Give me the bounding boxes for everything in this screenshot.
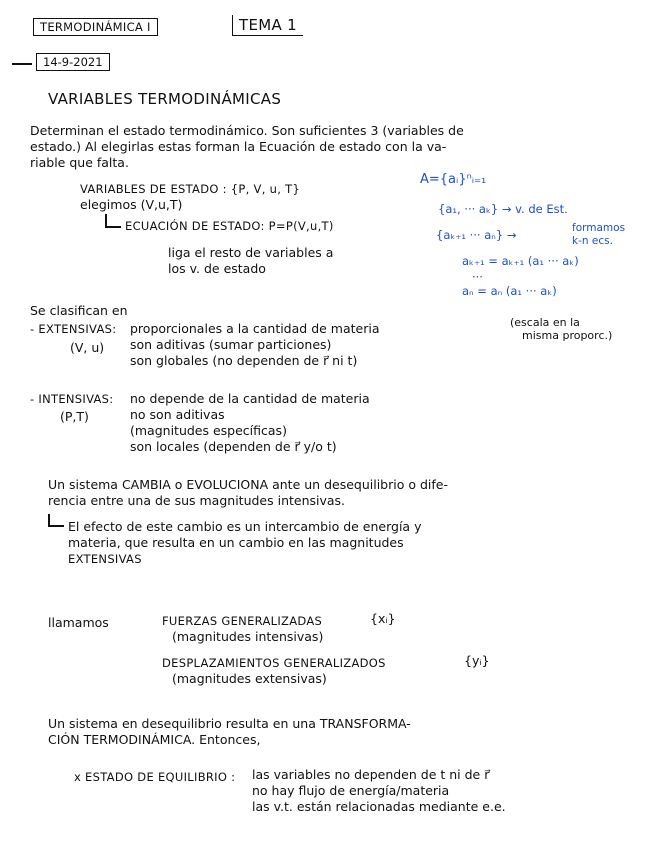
equilibrium-line-1: las variables no dependen de t ni de r⃗ — [252, 767, 490, 782]
topic-title: TEMA 1 — [232, 15, 303, 36]
section-title: VARIABLES TERMODINÁMICAS — [48, 90, 282, 108]
transformation-line-1: Un sistema en desequilibrio resulta en una TRANSFORMA- — [48, 716, 411, 731]
arrow-hook — [105, 226, 121, 228]
intro-line-1: Determinan el estado termodinámico. Son suficientes 3 (variables de — [30, 123, 464, 138]
classify-heading: Se clasifican en — [30, 303, 128, 318]
effect-line-1: El efecto de este cambio es un intercambio de energía y — [68, 519, 422, 534]
extensive-aside-1: (escala en la — [510, 316, 580, 329]
links-line-2: los v. de estado — [168, 261, 266, 276]
intensive-line-2: no son aditivas — [130, 407, 225, 422]
extensive-aside-2: misma proporc.) — [522, 329, 613, 342]
intro-line-3: riable que falta. — [30, 155, 129, 170]
extensive-line-3: son globales (no dependen de r⃗ ni t) — [130, 353, 358, 368]
displacements-sub: (magnitudes extensivas) — [172, 671, 327, 686]
equation-dots: ··· — [472, 270, 483, 284]
intensive-vars: (P,T) — [60, 409, 89, 424]
llamamos-label: llamamos — [48, 615, 109, 630]
intensive-line-1: no depende de la cantidad de materia — [130, 391, 370, 406]
intensive-line-3: (magnitudes específicas) — [130, 423, 287, 438]
extensive-vars: (V, u) — [70, 340, 105, 355]
chosen-variables-line: elegimos (V,u,T) — [80, 197, 183, 212]
equilibrium-line-2: no hay flujo de energía/materia — [252, 783, 450, 798]
equation-last: aₙ = aₙ (a₁ ··· aₖ) — [462, 284, 557, 298]
intensive-line-4: son locales (dependen de r⃗ y/o t) — [130, 439, 337, 454]
intensive-label: - INTENSIVAS: — [30, 392, 114, 406]
state-vars-subset: {a₁, ··· aₖ} → v. de Est. — [438, 202, 568, 216]
extensive-line-1: proporcionales a la cantidad de materia — [130, 321, 380, 336]
effect-arrow-hook — [48, 525, 64, 527]
equilibrium-line-3: las v.t. están relacionadas mediante e.e. — [252, 799, 506, 814]
forces-label: FUERZAS GENERALIZADAS — [162, 614, 323, 628]
state-variables-line: VARIABLES DE ESTADO : {P, V, u, T} — [80, 182, 301, 196]
evolution-line-1: Un sistema CAMBIA o EVOLUCIONA ante un desequilibrio o dife- — [48, 477, 448, 492]
set-definition: A={aᵢ}ⁿᵢ₌₁ — [420, 172, 487, 187]
extensive-line-2: son aditivas (sumar particiones) — [130, 337, 332, 352]
equation-first: aₖ₊₁ = aₖ₊₁ (a₁ ··· aₖ) — [462, 254, 579, 268]
evolution-line-2: rencia entre una de sus magnitudes intensivas. — [48, 493, 346, 508]
effect-line-3: EXTENSIVAS — [68, 552, 142, 566]
formamos-note: formamos — [572, 222, 626, 234]
k-n-equations-note: k-n ecs. — [572, 235, 613, 247]
extensive-label: - EXTENSIVAS: — [30, 322, 117, 336]
course-title: TERMODINÁMICA I — [33, 18, 158, 36]
links-line-1: liga el resto de variables a — [168, 245, 334, 260]
date-label: 14-9-2021 — [36, 53, 110, 71]
effect-line-2: materia, que resulta en un cambio en las magnitudes — [68, 535, 404, 550]
intro-line-2: estado.) Al elegirlas estas forman la Ecuación de estado con la va- — [30, 139, 447, 154]
forces-symbol: {xᵢ} — [370, 611, 396, 626]
state-equation-line: ECUACIÓN DE ESTADO: P=P(V,u,T) — [125, 219, 334, 233]
remaining-vars-subset: {aₖ₊₁ ··· aₙ} → — [436, 228, 517, 242]
equilibrium-label: x ESTADO DE EQUILIBRIO : — [74, 770, 236, 784]
transformation-line-2: CIÓN TERMODINÁMICA. Entonces, — [48, 732, 261, 747]
forces-sub: (magnitudes intensivas) — [172, 629, 324, 644]
displacements-label: DESPLAZAMIENTOS GENERALIZADOS — [162, 656, 386, 670]
date-dash — [12, 63, 32, 65]
displacements-symbol: {yᵢ} — [464, 653, 490, 668]
